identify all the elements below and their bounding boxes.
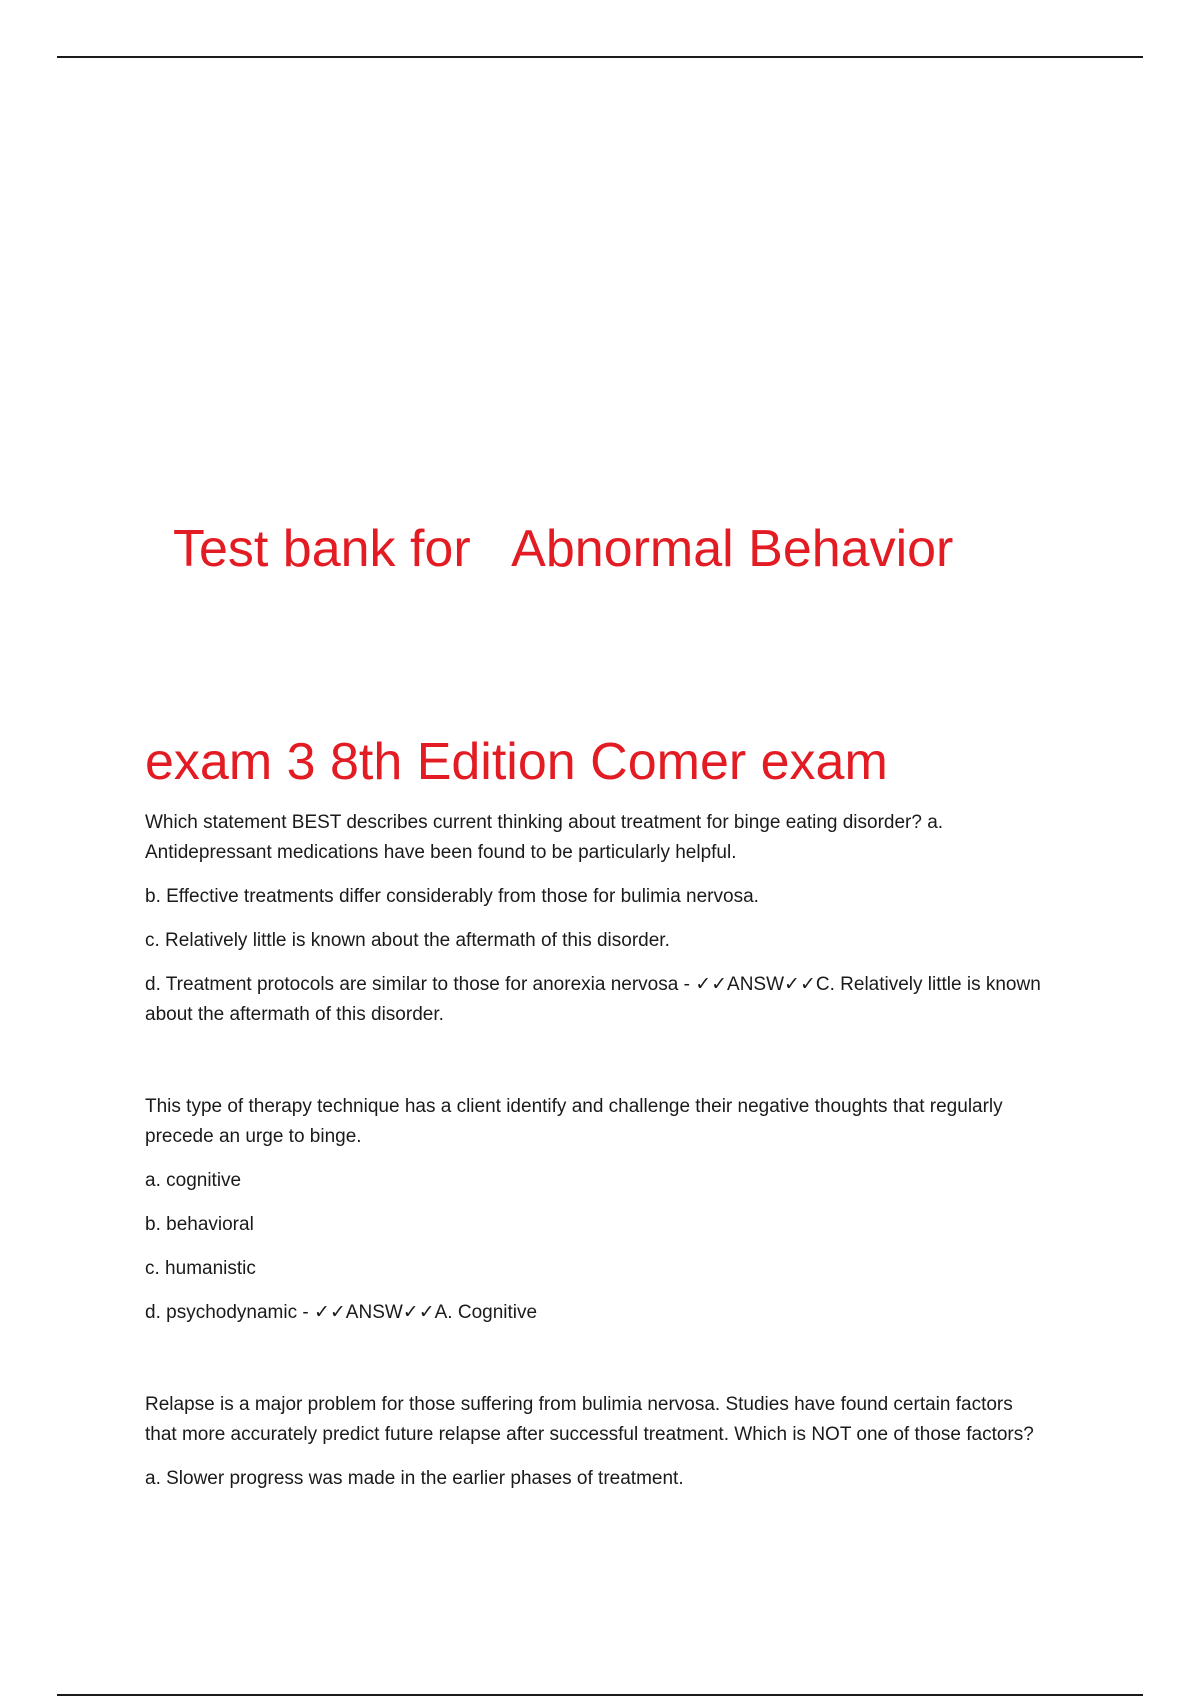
question-option: c. Relatively little is known about the aftermath of this disorder. [145,930,670,951]
question-option: b. behavioral [145,1214,254,1235]
question-option-answer: d. psychodynamic - ✓✓ANSW✓✓A. Cognitive [145,1302,538,1323]
question-stem: Relapse is a major problem for those suffering from bulimia nervosa. Studies have found certain factors that more accurately predict future relapse after successful treatment. Which is NOT one of those factors? [145,1394,1034,1445]
question-option: c. humanistic [145,1258,256,1279]
question-option-answer: d. Treatment protocols are similar to those for anorexia nervosa - ✓✓ANSW✓✓C. Relatively little is known about the aftermath of this disorder. [145,974,1041,1025]
question-3 [145,1390,1045,1494]
title-line-2: exam 3 8th Edition Comer exam [145,733,888,791]
title-line-1: Test bank for Abnormal Behavior [145,520,954,578]
question-2 [145,1092,1045,1328]
footer-rule [57,1694,1143,1696]
question-option: a. cognitive [145,1170,242,1191]
question-stem: This type of therapy technique has a client identify and challenge their negative thoughts that regularly precede an urge to binge. [145,1096,1003,1147]
question-1 [145,808,1045,1030]
question-option: b. Effective treatments differ considerably from those for bulimia nervosa. [145,886,759,907]
question-stem: Which statement BEST describes current thinking about treatment for binge eating disorder? a. Antidepressant medications have been found to be particularly helpful. [145,812,944,863]
question-option: a. Slower progress was made in the earlier phases of treatment. [145,1468,684,1489]
question-list [145,808,1045,1494]
header-rule [57,56,1143,58]
